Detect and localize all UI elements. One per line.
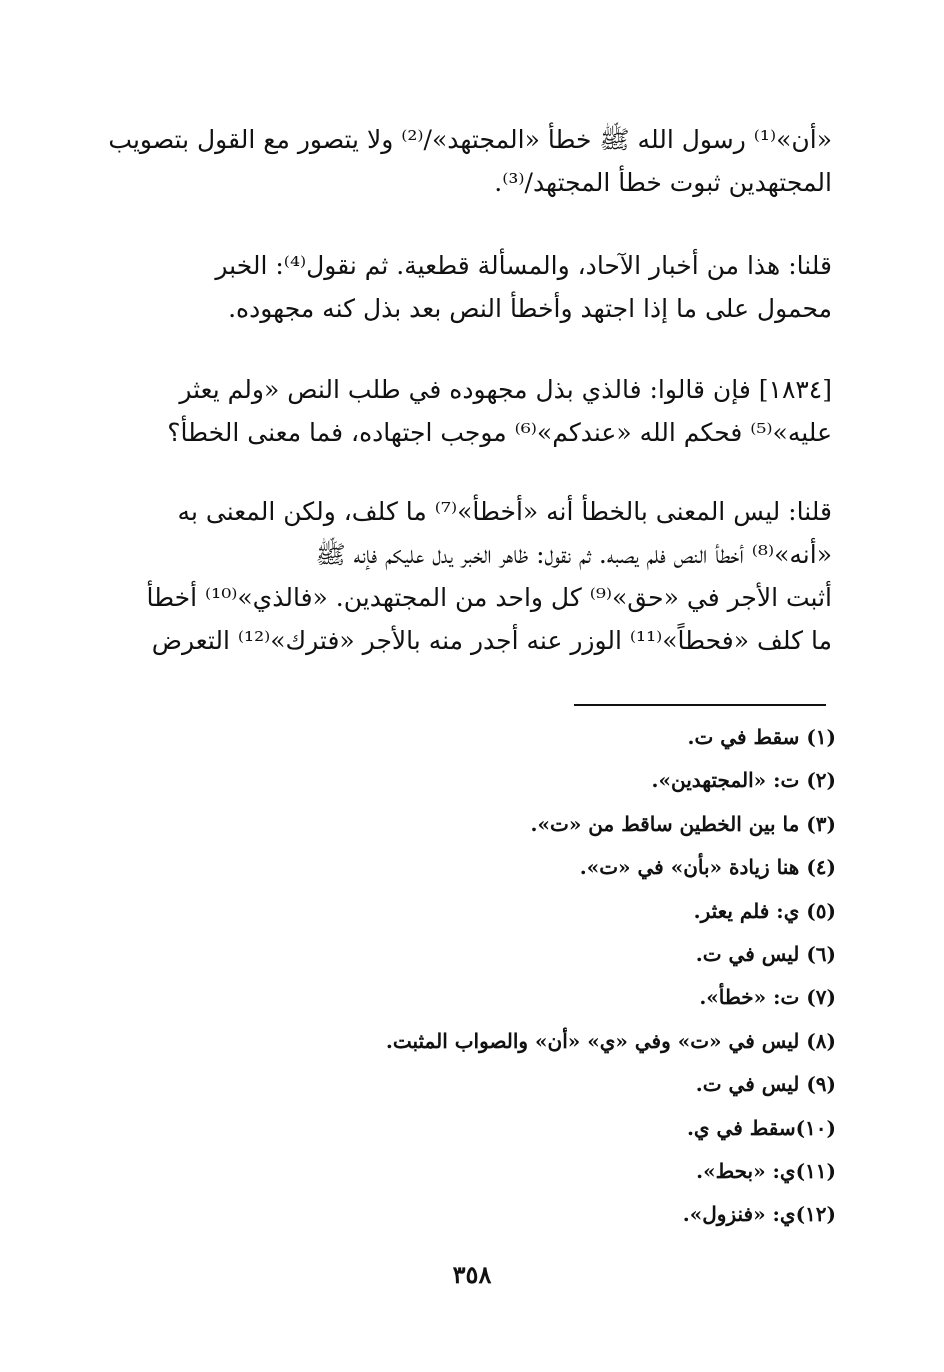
footnotes-list bbox=[236, 716, 836, 1237]
paragraph-4 bbox=[80, 490, 832, 662]
paragraph-line: قلنا: ليس المعنى بالخطأ أنه «أخطأ»⁽⁷⁾ ما كلف، ولكن المعنى به bbox=[177, 497, 832, 526]
paragraph-line: المجتهدين ثبوت خطأ المجتهد/⁽³⁾. bbox=[494, 168, 832, 197]
paragraph-line: «أنه»⁽⁸⁾ أخطأ النص فلم يصبه. ثم نقول: ظاهر الخبر يدل عليكم فإنه ﷺ bbox=[315, 540, 832, 569]
footnote-item: (٤) هنا زيادة «بأن» في «ت». bbox=[579, 855, 836, 880]
footnote-item: (٦) ليس في ت. bbox=[695, 942, 836, 967]
footnote-item: (١١)ي: «بحط». bbox=[696, 1159, 836, 1184]
paragraph-line: «أن»⁽¹⁾ رسول الله ﷺ خطأ «المجتهد»/⁽²⁾ ولا يتصور مع القول بتصويب bbox=[108, 125, 832, 154]
footnote-item: (٣) ما بين الخطين ساقط من «ت». bbox=[530, 811, 836, 836]
paragraph-line: عليه»⁽⁵⁾ فحكم الله «عندكم»⁽⁶⁾ موجب اجتهاده، فما معنى الخطأ؟ bbox=[167, 418, 832, 447]
paragraph-2 bbox=[80, 244, 832, 330]
footnote-item: (٧) ت: «خطأ». bbox=[699, 985, 836, 1010]
paragraph-line: قلنا: هذا من أخبار الآحاد، والمسألة قطعية. ثم نقول⁽⁴⁾: الخبر bbox=[215, 251, 832, 280]
footnote-item: (١) سقط في ت. bbox=[687, 725, 836, 749]
page-number: ٣٥٨ bbox=[452, 1260, 492, 1289]
paragraph-line: ما كلف «فحطاً»⁽¹¹⁾ الوزر عنه أجدر منه بالأجر «فترك»⁽¹²⁾ التعرض bbox=[151, 626, 832, 655]
paragraph-line: أثبت الأجر في «حق»⁽⁹⁾ كل واحد من المجتهدين. «فالذي»⁽¹⁰⁾ أخطأ bbox=[146, 583, 832, 612]
paragraph-3 bbox=[80, 368, 832, 454]
footnote-item: (٩) ليس في ت. bbox=[695, 1072, 836, 1097]
footnote-divider bbox=[574, 704, 826, 706]
footnote-item: (٥) ي: فلم يعثر. bbox=[693, 898, 836, 923]
footnote-item: (١٢)ي: «فنزول». bbox=[682, 1202, 836, 1227]
paragraph-line: محمول على ما إذا اجتهد وأخطأ النص بعد بذل كنه مجهوده. bbox=[228, 294, 832, 323]
footnote-item: (٨) ليس في «ت» وفي «ي» «أن» والصواب المثبت. bbox=[385, 1028, 836, 1053]
footnote-item: (١٠)سقط في ي. bbox=[686, 1115, 836, 1140]
paragraph-1 bbox=[80, 118, 832, 204]
paragraph-line: [١٨٣٤] فإن قالوا: فالذي بذل مجهوده في طلب النص «ولم يعثر bbox=[179, 375, 832, 404]
footnote-item: (٢) ت: «المجتهدين». bbox=[651, 768, 836, 793]
